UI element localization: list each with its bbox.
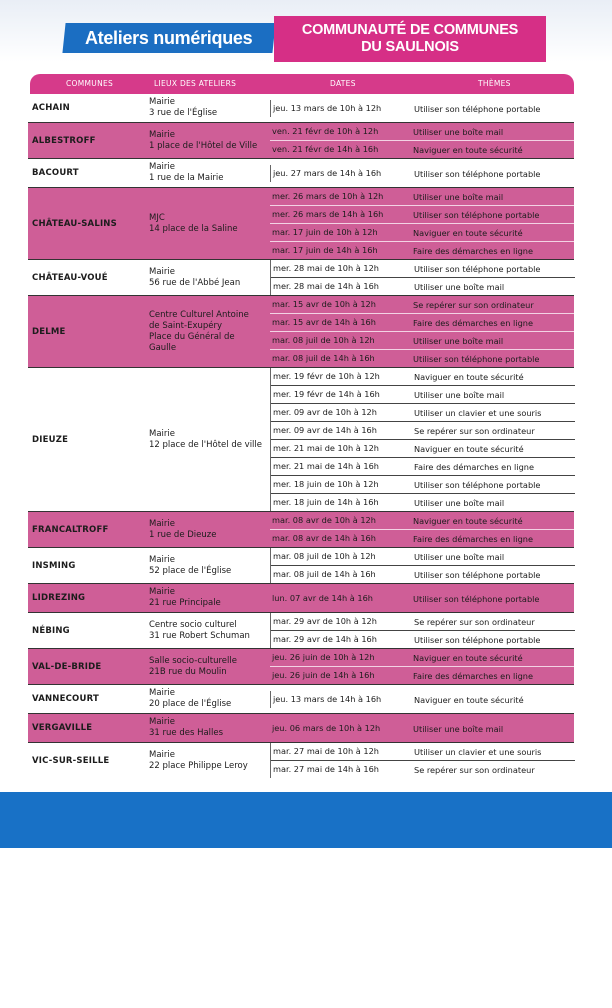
session-date: mer. 19 févr de 10h à 12h [273, 371, 380, 381]
workshop-location [149, 685, 267, 713]
workshop-location [149, 368, 267, 511]
commune-name: VIC-SUR-SEILLE [32, 755, 110, 766]
commune-name: DELME [32, 326, 66, 337]
session-row [271, 368, 575, 385]
sessions-list [270, 512, 574, 547]
session-row [271, 743, 575, 760]
session-theme: Utiliser son téléphone portable [414, 264, 541, 274]
header-dates: DATES [330, 79, 356, 88]
location-line: 12 place de l'Hôtel de ville [149, 439, 263, 450]
session-theme: Utiliser son téléphone portable [413, 593, 540, 604]
session-date: mer. 26 mars de 10h à 12h [272, 191, 384, 201]
location-line: 1 place de l'Hôtel de Ville [149, 140, 258, 151]
commune-name: ACHAIN [32, 103, 70, 113]
sessions-list [270, 691, 575, 708]
session-date: mar. 15 avr de 14h à 16h [272, 317, 376, 327]
session-theme: Naviguer en toute sécurité [413, 145, 523, 155]
location-line: 21B rue du Moulin [149, 666, 227, 677]
organizer-line-1: COMMUNAUTÉ DE COMMUNES [301, 22, 519, 38]
commune-group [28, 613, 574, 648]
organizer-line-2: DU SAULNOIS [361, 39, 459, 55]
session-row [271, 421, 575, 439]
session-row [271, 760, 575, 778]
session-date: mar. 29 avr de 14h à 16h [273, 634, 377, 644]
session-date: mer. 09 avr de 10h à 12h [273, 407, 377, 417]
session-row [271, 613, 575, 630]
session-row [271, 565, 575, 583]
session-date: mar. 29 avr de 10h à 12h [273, 616, 377, 626]
session-date: mer. 19 févr de 14h à 16h [273, 389, 380, 399]
location-line: 1 rue de la Mairie [149, 173, 224, 183]
commune-name: DIEUZE [32, 434, 69, 445]
session-theme: Utiliser son téléphone portable [413, 354, 540, 364]
session-theme: Naviguer en toute sécurité [413, 516, 523, 526]
sessions-list [270, 649, 574, 684]
workshop-location [149, 188, 267, 259]
session-date: mar. 27 mai de 14h à 16h [273, 764, 379, 774]
session-theme: Utiliser son téléphone portable [414, 635, 541, 645]
workshop-location [149, 296, 267, 367]
session-date: mer. 28 mai de 10h à 12h [273, 263, 379, 273]
session-theme: Utiliser une boîte mail [414, 390, 505, 400]
location-line: Mairie [149, 266, 175, 277]
commune-group [28, 368, 574, 511]
sessions-list [270, 188, 574, 259]
location-line: Mairie [149, 717, 175, 727]
location-line: 31 rue Robert Schuman [149, 630, 250, 641]
location-line: Gaulle [149, 342, 177, 353]
session-row [270, 331, 574, 349]
location-line: 56 rue de l'Abbé Jean [149, 277, 241, 288]
session-theme: Utiliser son téléphone portable [414, 103, 541, 114]
header-lieux: LIEUX DES ATELIERS [154, 79, 237, 88]
session-row [271, 457, 575, 475]
location-line: Mairie [149, 97, 175, 107]
commune-name: BACOURT [32, 168, 79, 178]
session-date: mer. 18 juin de 10h à 12h [273, 479, 379, 489]
sessions-list [270, 743, 575, 778]
workshop-location [149, 123, 267, 158]
session-theme: Naviguer en toute sécurité [414, 444, 524, 454]
location-line: Centre Culturel Antoine [149, 309, 249, 320]
session-row [270, 123, 574, 140]
session-theme: Utiliser son téléphone portable [414, 168, 541, 179]
commune-group [28, 649, 574, 684]
session-date: mar. 17 juin de 14h à 16h [272, 245, 378, 255]
workshop-location [149, 649, 267, 684]
session-date: mer. 21 mai de 14h à 16h [273, 461, 379, 471]
session-row [271, 548, 575, 565]
location-line: 52 place de l'Église [149, 565, 232, 576]
location-line: Mairie [149, 554, 175, 565]
commune-name: VANNECOURT [32, 694, 99, 704]
location-line: MJC [149, 212, 165, 223]
session-theme: Faire des démarches en ligne [413, 246, 533, 256]
sessions-list [270, 368, 575, 511]
sessions-list [270, 260, 575, 295]
workshop-location [149, 548, 267, 583]
session-theme: Naviguer en toute sécurité [413, 653, 523, 663]
sessions-list [270, 100, 575, 117]
sessions-list [270, 123, 574, 158]
workshop-location [149, 743, 267, 778]
session-row [270, 590, 574, 607]
commune-name: INSMING [32, 560, 76, 571]
session-row [271, 100, 575, 117]
commune-name: FRANCALTROFF [32, 524, 109, 535]
location-line: Mairie [149, 688, 175, 698]
commune-name: NÉBING [32, 625, 70, 636]
commune-group [28, 94, 574, 122]
session-row [271, 385, 575, 403]
session-date: mer. 21 mai de 10h à 12h [273, 443, 379, 453]
session-row [271, 403, 575, 421]
location-line: 20 place de l'Église [149, 699, 232, 709]
session-row [270, 649, 574, 666]
session-row [271, 439, 575, 457]
session-row [270, 720, 574, 737]
session-date: jeu. 26 juin de 14h à 16h [272, 670, 375, 680]
session-theme: Se repérer sur son ordinateur [413, 300, 534, 310]
session-theme: Utiliser une boîte mail [414, 282, 505, 292]
location-line: Mairie [149, 518, 175, 529]
session-row [270, 512, 574, 529]
session-theme: Naviguer en toute sécurité [414, 694, 524, 705]
session-theme: Utiliser son téléphone portable [413, 210, 540, 220]
session-row [271, 260, 575, 277]
commune-group [28, 685, 574, 713]
session-date: ven. 21 févr de 14h à 16h [272, 144, 379, 154]
session-row [270, 666, 574, 684]
session-date: jeu. 13 mars de 10h à 12h [273, 102, 382, 113]
session-theme: Naviguer en toute sécurité [414, 372, 524, 382]
session-date: mar. 08 avr de 14h à 16h [272, 533, 376, 543]
workshop-location [149, 159, 267, 187]
commune-name: VERGAVILLE [32, 723, 93, 733]
organizer-banner [274, 16, 546, 62]
location-line: Mairie [149, 428, 175, 439]
sessions-list [270, 548, 575, 583]
session-date: jeu. 26 juin de 10h à 12h [272, 652, 375, 662]
session-date: mar. 17 juin de 10h à 12h [272, 227, 378, 237]
session-date: ven. 21 févr de 10h à 12h [272, 126, 379, 136]
commune-name: ALBESTROFF [32, 135, 96, 146]
commune-name: LIDREZING [32, 593, 86, 603]
session-date: mar. 08 avr de 10h à 12h [272, 515, 376, 525]
session-row [271, 165, 575, 182]
session-date: mar. 27 mai de 10h à 12h [273, 746, 379, 756]
commune-group [28, 714, 574, 742]
commune-group [28, 123, 574, 158]
session-theme: Utiliser un clavier et une souris [414, 408, 542, 418]
session-row [270, 241, 574, 259]
header-themes: THÈMES [478, 79, 511, 88]
location-line: 22 place Philippe Leroy [149, 760, 248, 771]
session-date: mar. 08 juil de 10h à 12h [272, 335, 375, 345]
header-communes: COMMUNES [66, 79, 114, 88]
session-theme: Utiliser son téléphone portable [414, 480, 541, 490]
workshop-location [149, 512, 267, 547]
location-line: Mairie [149, 162, 175, 172]
session-date: mar. 08 juil de 10h à 12h [273, 551, 376, 561]
page-title: Ateliers numériques [85, 27, 253, 48]
sessions-list [270, 165, 575, 182]
session-theme: Utiliser une boîte mail [414, 498, 505, 508]
session-theme: Utiliser une boîte mail [413, 336, 504, 346]
session-row [270, 529, 574, 547]
workshop-location [149, 94, 267, 122]
session-date: mar. 15 avr de 10h à 12h [272, 299, 376, 309]
session-row [271, 630, 575, 648]
commune-name: CHÂTEAU-SALINS [32, 218, 117, 229]
location-line: Salle socio-culturelle [149, 655, 237, 666]
commune-name: CHÂTEAU-VOUÉ [32, 272, 108, 283]
location-line: 14 place de la Saline [149, 223, 238, 234]
workshop-location [149, 714, 267, 742]
sessions-list [270, 720, 574, 737]
footer-band [0, 792, 612, 848]
commune-group [28, 260, 574, 295]
session-date: mar. 08 juil de 14h à 16h [272, 353, 375, 363]
commune-group [28, 159, 574, 187]
workshop-location [149, 260, 267, 295]
workshop-location [149, 584, 267, 612]
location-line: 31 rue des Halles [149, 728, 224, 738]
commune-group [28, 188, 574, 259]
session-row [270, 313, 574, 331]
commune-group [28, 584, 574, 612]
session-date: jeu. 13 mars de 14h à 16h [273, 693, 382, 704]
session-theme: Utiliser une boîte mail [413, 723, 504, 734]
table-header [30, 74, 574, 94]
session-date: mer. 26 mars de 14h à 16h [272, 209, 384, 219]
session-date: mer. 28 mai de 14h à 16h [273, 281, 379, 291]
session-row [270, 188, 574, 205]
session-date: mer. 09 avr de 14h à 16h [273, 425, 377, 435]
session-row [270, 223, 574, 241]
session-theme: Faire des démarches en ligne [413, 318, 533, 328]
session-theme: Utiliser un clavier et une souris [414, 747, 542, 757]
session-theme: Faire des démarches en ligne [414, 462, 534, 472]
location-line: 21 rue Principale [149, 598, 221, 608]
session-date: mar. 08 juil de 14h à 16h [273, 569, 376, 579]
session-date: jeu. 27 mars de 14h à 16h [273, 167, 382, 178]
session-row [270, 205, 574, 223]
location-line: Mairie [149, 749, 175, 760]
session-row [270, 296, 574, 313]
commune-group [28, 296, 574, 367]
sessions-list [270, 590, 574, 607]
session-theme: Faire des démarches en ligne [413, 534, 533, 544]
session-row [271, 475, 575, 493]
session-theme: Utiliser une boîte mail [413, 127, 504, 137]
session-theme: Se repérer sur son ordinateur [414, 617, 535, 627]
session-theme: Se repérer sur son ordinateur [414, 765, 535, 775]
workshop-table [28, 94, 574, 778]
sessions-list [270, 613, 575, 648]
workshop-location [149, 613, 267, 648]
location-line: de Saint-Exupéry [149, 320, 223, 331]
session-theme: Naviguer en toute sécurité [413, 228, 523, 238]
session-row [270, 349, 574, 367]
session-row [271, 277, 575, 295]
commune-group [28, 743, 574, 778]
commune-group [28, 512, 574, 547]
commune-name: VAL-DE-BRIDE [32, 661, 102, 672]
session-row [271, 493, 575, 511]
session-date: mer. 18 juin de 14h à 16h [273, 497, 379, 507]
sessions-list [270, 296, 574, 367]
session-date: jeu. 06 mars de 10h à 12h [272, 722, 381, 733]
location-line: 3 rue de l'Église [149, 108, 218, 118]
location-line: Mairie [149, 129, 175, 140]
session-date: lun. 07 avr de 14h à 16h [272, 592, 373, 603]
session-theme: Utiliser son téléphone portable [414, 570, 541, 580]
location-line: Mairie [149, 587, 175, 597]
location-line: Centre socio culturel [149, 619, 237, 630]
location-line: 1 rue de Dieuze [149, 529, 217, 540]
session-theme: Utiliser une boîte mail [413, 192, 504, 202]
title-banner [62, 23, 275, 53]
session-row [271, 691, 575, 708]
session-theme: Utiliser une boîte mail [414, 552, 505, 562]
session-theme: Faire des démarches en ligne [413, 671, 533, 681]
location-line: Place du Général de [149, 331, 235, 342]
session-row [270, 140, 574, 158]
session-theme: Se repérer sur son ordinateur [414, 426, 535, 436]
commune-group [28, 548, 574, 583]
